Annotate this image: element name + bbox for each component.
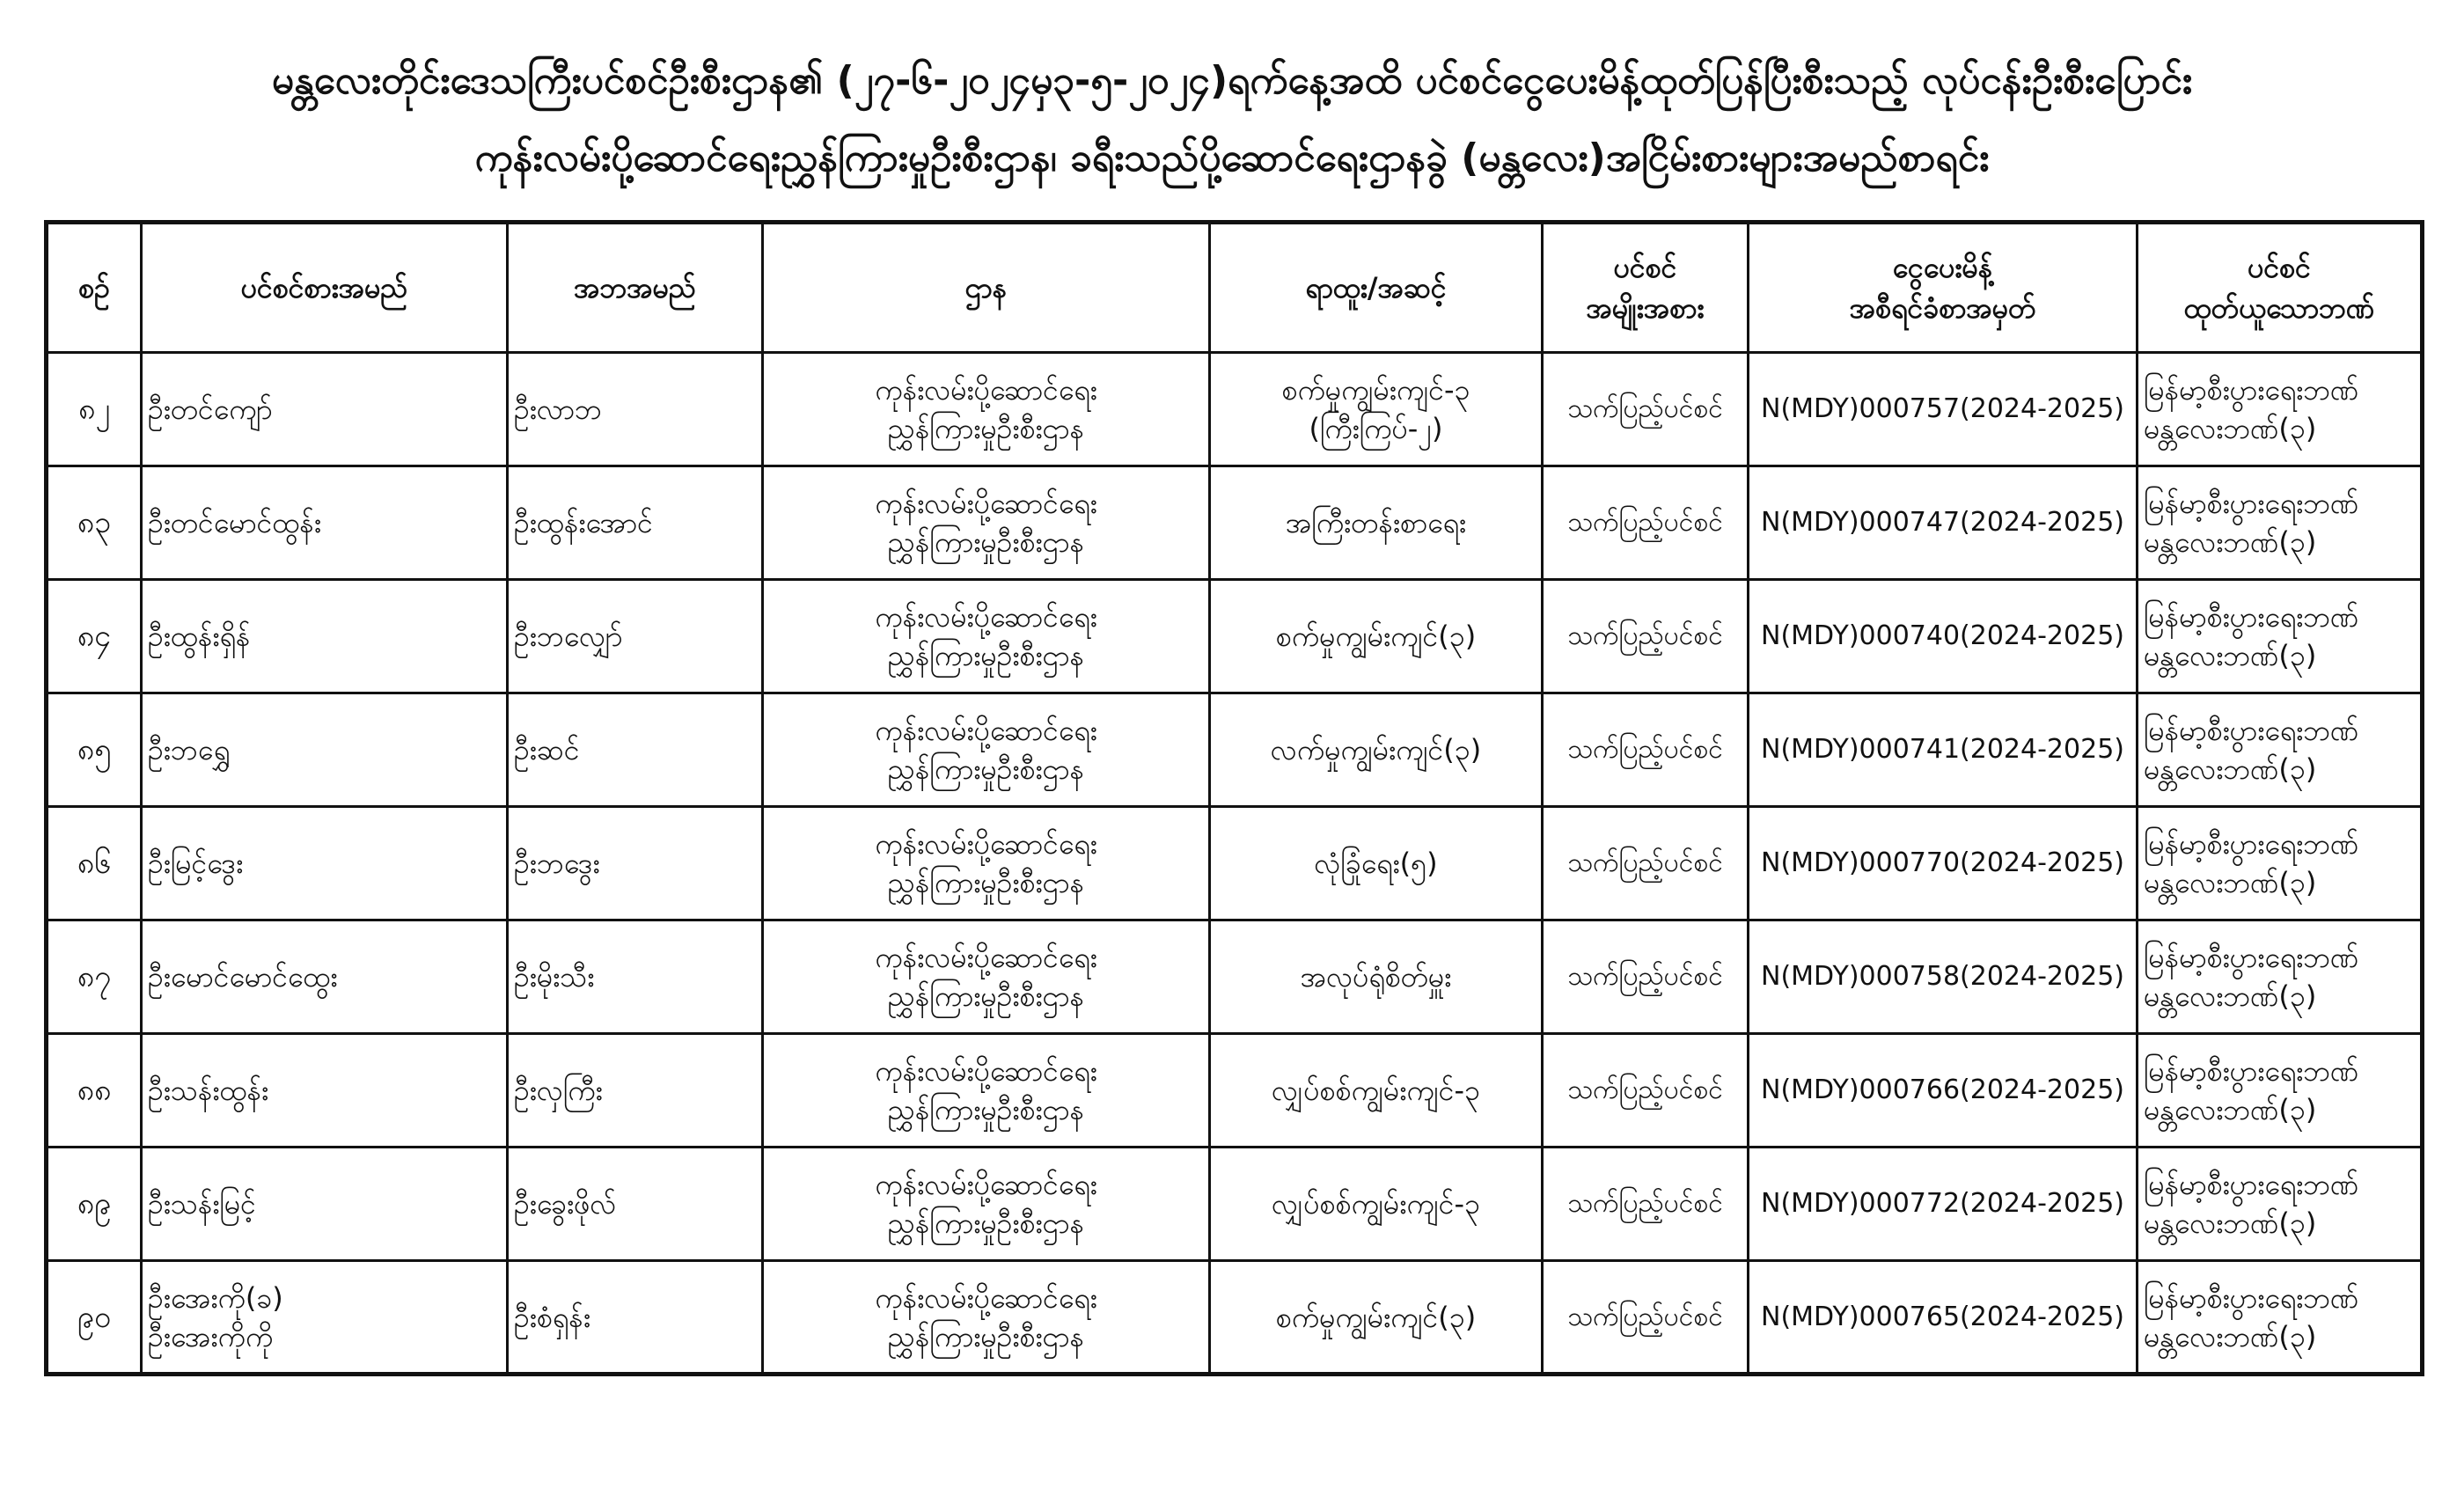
table-row: [47, 693, 2423, 807]
table-row: [47, 353, 2423, 466]
pensioner-name-line-1: ဦးထွန်းရှိန်: [148, 620, 251, 653]
table-row: [47, 920, 2423, 1034]
bank-line-2: မန္တလေးဘဏ်(၃): [2144, 412, 2317, 445]
cell-serial-no: ၈၂: [47, 353, 142, 466]
cell-serial-no: ၈၃: [47, 466, 142, 580]
header-pension-bank-line-1: ပင်စင်: [2248, 251, 2311, 284]
table-row: [47, 1034, 2423, 1148]
cell-department: [763, 1261, 1210, 1375]
cell-rank: [1210, 580, 1543, 693]
cell-pension-type: သက်ပြည့်ပင်စင်: [1543, 1261, 1749, 1375]
cell-department: [763, 353, 1210, 466]
cell-department: [763, 807, 1210, 920]
cell-pensioner-name: [142, 1034, 508, 1148]
rank-line-1: လျှပ်စစ်ကျွမ်းကျင်-၃: [1271, 1187, 1480, 1221]
cell-pension-type: သက်ပြည့်ပင်စင်: [1543, 580, 1749, 693]
rank-line-1: စက်မှုကျွမ်းကျင်-၃: [1281, 373, 1470, 407]
header-pension-type: [1543, 223, 1749, 353]
cell-payment-order-no: N(MDY)000770(2024-2025): [1749, 807, 2138, 920]
department-line-2: ညွှန်ကြားမှုဦးစီးဌာန: [887, 639, 1085, 672]
table-row: [47, 807, 2423, 920]
pensioner-name-line-1: ဦးဘရွှေ: [148, 733, 231, 766]
pensioner-name-line-1: ဦးသန်းမြင့်: [148, 1187, 256, 1221]
cell-pensioner-name: [142, 353, 508, 466]
department-line-2: ညွှန်ကြားမှုဦးစီးဌာန: [887, 866, 1085, 899]
cell-pensioner-name: [142, 693, 508, 807]
cell-rank: [1210, 353, 1543, 466]
cell-payment-order-no: N(MDY)000757(2024-2025): [1749, 353, 2138, 466]
rank-line-1: အလုပ်ရုံစိတ်မှူး: [1300, 960, 1452, 994]
cell-rank: [1210, 1261, 1543, 1375]
department-line-2: ညွှန်ကြားမှုဦးစီးဌာန: [887, 1206, 1085, 1240]
cell-department: [763, 580, 1210, 693]
department-line-1: ကုန်းလမ်းပို့ဆောင်ရေး: [875, 941, 1097, 974]
cell-father-name: ဦးလာဘ: [508, 353, 763, 466]
pensioner-table: [44, 220, 2424, 1376]
bank-line-1: မြန်မာ့စီးပွားရေးဘဏ်: [2144, 941, 2359, 974]
cell-rank: [1210, 920, 1543, 1034]
cell-rank: [1210, 1034, 1543, 1148]
header-pension-bank-line-2: ထုတ်ယူသောဘဏ်: [2183, 291, 2375, 325]
bank-line-2: မန္တလေးဘဏ်(၃): [2144, 639, 2317, 672]
cell-pension-bank: [2138, 580, 2423, 693]
department-line-1: ကုန်းလမ်းပို့ဆောင်ရေး: [875, 1280, 1097, 1315]
header-father-name: [508, 223, 763, 353]
bank-line-1: မြန်မာ့စီးပွားရေးဘဏ်: [2144, 1280, 2359, 1315]
department-line-2: ညွှန်ကြားမှုဦးစီးဌာန: [887, 752, 1085, 786]
cell-department: [763, 920, 1210, 1034]
department-line-1: ကုန်းလမ်းပို့ဆောင်ရေး: [875, 1168, 1097, 1201]
cell-father-name: ဦးမိုးသီး: [508, 920, 763, 1034]
cell-pension-type: သက်ပြည့်ပင်စင်: [1543, 807, 1749, 920]
cell-rank: [1210, 1148, 1543, 1261]
cell-serial-no: ၈၈: [47, 1034, 142, 1148]
cell-payment-order-no: N(MDY)000747(2024-2025): [1749, 466, 2138, 580]
header-row: [47, 223, 2423, 353]
pensioner-name-line-1: ဦးသန်းထွန်း: [148, 1074, 269, 1107]
department-line-1: ကုန်းလမ်းပို့ဆောင်ရေး: [875, 714, 1097, 747]
cell-pension-bank: [2138, 466, 2423, 580]
cell-payment-order-no: N(MDY)000741(2024-2025): [1749, 693, 2138, 807]
header-rank: [1210, 223, 1543, 353]
bank-line-2: မန္တလေးဘဏ်(၃): [2144, 752, 2317, 786]
table-header: [47, 223, 2423, 353]
department-line-2: ညွှန်ကြားမှုဦးစီးဌာန: [887, 525, 1085, 559]
cell-payment-order-no: N(MDY)000772(2024-2025): [1749, 1148, 2138, 1261]
cell-serial-no: ၈၉: [47, 1148, 142, 1261]
cell-pension-type: သက်ပြည့်ပင်စင်: [1543, 466, 1749, 580]
rank-line-2: (ကြီးကြပ်-၂): [1309, 412, 1443, 445]
pensioner-name-line-1: ဦးမောင်မောင်ထွေး: [148, 960, 338, 994]
header-pension-bank: [2138, 223, 2423, 353]
cell-rank: [1210, 466, 1543, 580]
bank-line-1: မြန်မာ့စီးပွားရေးဘဏ်: [2144, 714, 2359, 747]
table-row: [47, 1148, 2423, 1261]
bank-line-1: မြန်မာ့စီးပွားရေးဘဏ်: [2144, 1054, 2359, 1088]
cell-serial-no: ၈၄: [47, 580, 142, 693]
cell-serial-no: ၈၅: [47, 693, 142, 807]
cell-pensioner-name: [142, 1261, 508, 1375]
department-line-1: ကုန်းလမ်းပို့ဆောင်ရေး: [875, 487, 1097, 520]
bank-line-2: မန္တလေးဘဏ်(၃): [2144, 1319, 2317, 1353]
bank-line-1: မြန်မာ့စီးပွားရေးဘဏ်: [2144, 827, 2359, 861]
cell-pension-bank: [2138, 693, 2423, 807]
rank-line-1: စက်မှုကျွမ်းကျင်(၃): [1275, 1300, 1477, 1334]
bank-line-1: မြန်မာ့စီးပွားရေးဘဏ်: [2144, 1168, 2359, 1201]
header-father-name-label: အဘအမည်: [574, 271, 696, 304]
cell-pension-type: သက်ပြည့်ပင်စင်: [1543, 1034, 1749, 1148]
cell-pension-type: သက်ပြည့်ပင်စင်: [1543, 353, 1749, 466]
cell-department: [763, 1034, 1210, 1148]
cell-pension-type: သက်ပြည့်ပင်စင်: [1543, 693, 1749, 807]
header-pensioner-name: [142, 223, 508, 353]
department-line-1: ကုန်းလမ်းပို့ဆောင်ရေး: [875, 1054, 1097, 1088]
pensioner-name-line-1: ဦးတင်ကျော်: [148, 392, 273, 426]
department-line-2: ညွှန်ကြားမှုဦးစီးဌာန: [887, 1093, 1085, 1126]
cell-father-name: ဦးစံရှန်း: [508, 1261, 763, 1375]
bank-line-2: မန္တလေးဘဏ်(၃): [2144, 1093, 2317, 1126]
pensioner-name-line-2: ဦးအေးကိုကို: [148, 1319, 274, 1353]
cell-pensioner-name: [142, 466, 508, 580]
header-pension-type-line-1: ပင်စင်: [1613, 251, 1677, 284]
cell-pension-bank: [2138, 1148, 2423, 1261]
department-line-2: ညွှန်ကြားမှုဦးစီးဌာန: [887, 412, 1085, 445]
header-serial-no-label: စဉ်: [78, 271, 110, 304]
bank-line-2: မန္တလေးဘဏ်(၃): [2144, 525, 2317, 559]
cell-pensioner-name: [142, 807, 508, 920]
cell-pension-type: သက်ပြည့်ပင်စင်: [1543, 1148, 1749, 1261]
cell-pensioner-name: [142, 920, 508, 1034]
header-pensioner-name-label: ပင်စင်စားအမည်: [240, 271, 408, 304]
cell-father-name: ဦးခွေးဖိုလ်: [508, 1148, 763, 1261]
department-line-1: ကုန်းလမ်းပို့ဆောင်ရေး: [875, 373, 1097, 407]
cell-father-name: ဦးဆင်: [508, 693, 763, 807]
cell-pension-bank: [2138, 807, 2423, 920]
header-department: [763, 223, 1210, 353]
header-payment-order-no: [1749, 223, 2138, 353]
table-row: [47, 580, 2423, 693]
cell-payment-order-no: N(MDY)000758(2024-2025): [1749, 920, 2138, 1034]
pensioner-name-line-1: ဦးမြင့်ဒွေး: [148, 847, 244, 880]
department-line-2: ညွှန်ကြားမှုဦးစီးဌာန: [887, 979, 1085, 1013]
cell-father-name: ဦးဘလျှော်: [508, 580, 763, 693]
table-body: [47, 353, 2423, 1375]
cell-pensioner-name: [142, 1148, 508, 1261]
rank-line-1: စက်မှုကျွမ်းကျင်(၃): [1275, 620, 1477, 653]
cell-father-name: ဦးထွန်းအောင်: [508, 466, 763, 580]
table-row: [47, 466, 2423, 580]
cell-payment-order-no: N(MDY)000765(2024-2025): [1749, 1261, 2138, 1375]
bank-line-1: မြန်မာ့စီးပွားရေးဘဏ်: [2144, 600, 2359, 634]
cell-pensioner-name: [142, 580, 508, 693]
cell-rank: [1210, 807, 1543, 920]
bank-line-1: မြန်မာ့စီးပွားရေးဘဏ်: [2144, 373, 2359, 407]
cell-pension-bank: [2138, 1261, 2423, 1375]
cell-serial-no: ၈၆: [47, 807, 142, 920]
cell-rank: [1210, 693, 1543, 807]
rank-line-1: လုံခြုံရေး(၅): [1314, 847, 1438, 880]
header-serial-no: [47, 223, 142, 353]
bank-line-2: မန္တလေးဘဏ်(၃): [2144, 866, 2317, 899]
department-line-1: ကုန်းလမ်းပို့ဆောင်ရေး: [875, 827, 1097, 861]
bank-line-1: မြန်မာ့စီးပွားရေးဘဏ်: [2144, 487, 2359, 520]
cell-department: [763, 693, 1210, 807]
cell-father-name: ဦးလှကြီး: [508, 1034, 763, 1148]
department-line-2: ညွှန်ကြားမှုဦးစီးဌာန: [887, 1319, 1085, 1353]
rank-line-1: လက်မှုကျွမ်းကျင်(၃): [1270, 733, 1482, 766]
cell-department: [763, 1148, 1210, 1261]
cell-father-name: ဦးဘဒွေး: [508, 807, 763, 920]
header-rank-label: ရာထူး/အဆင့်: [1305, 271, 1447, 304]
cell-department: [763, 466, 1210, 580]
department-line-1: ကုန်းလမ်းပို့ဆောင်ရေး: [875, 600, 1097, 634]
pensioner-name-line-1: ဦးတင်မောင်ထွန်း: [148, 506, 321, 539]
bank-line-2: မန္တလေးဘဏ်(၃): [2144, 979, 2317, 1013]
document-title-line-1: မန္တလေးတိုင်းဒေသကြီးပင်စင်ဦးစီးဌာန၏ (၂၇-၆-၂၀၂၄မှ၃-၅-၂၀၂၄)ရက်နေ့အထိ ပင်စင်ငွေပေးမိန့်ထုတ်ပြန်ပြီးစီးသည့် လုပ်ငန်းဦးစီးပြောင်း: [271, 58, 2193, 103]
pensioner-name-line-1: ဦးအေးကို(ခ): [148, 1280, 283, 1315]
header-payment-order-line-2: အစီရင်ခံစာအမှတ်: [1849, 291, 2036, 325]
table-row: [47, 1261, 2423, 1375]
header-pension-type-line-2: အမျိုးအစား: [1586, 291, 1705, 325]
cell-payment-order-no: N(MDY)000766(2024-2025): [1749, 1034, 2138, 1148]
cell-serial-no: ၈၇: [47, 920, 142, 1034]
bank-line-2: မန္တလေးဘဏ်(၃): [2144, 1206, 2317, 1240]
header-payment-order-line-1: ငွေပေးမိန့်: [1892, 251, 1993, 284]
cell-pension-type: သက်ပြည့်ပင်စင်: [1543, 920, 1749, 1034]
cell-serial-no: ၉၀: [47, 1261, 142, 1375]
cell-pension-bank: [2138, 1034, 2423, 1148]
cell-pension-bank: [2138, 353, 2423, 466]
document-title-line-2: ကုန်းလမ်းပို့ဆောင်ရေးညွှန်ကြားမှုဦးစီးဌာန၊ ခရီးသည်ပို့ဆောင်ရေးဌာနခွဲ (မန္တလေး)အငြိမ်းစားများအမည်စာရင်း: [474, 136, 1990, 180]
cell-payment-order-no: N(MDY)000740(2024-2025): [1749, 580, 2138, 693]
rank-line-1: လျှပ်စစ်ကျွမ်းကျင်-၃: [1271, 1074, 1480, 1107]
rank-line-1: အကြီးတန်းစာရေး: [1285, 506, 1467, 539]
cell-pension-bank: [2138, 920, 2423, 1034]
header-department-label: ဌာန: [964, 271, 1008, 304]
